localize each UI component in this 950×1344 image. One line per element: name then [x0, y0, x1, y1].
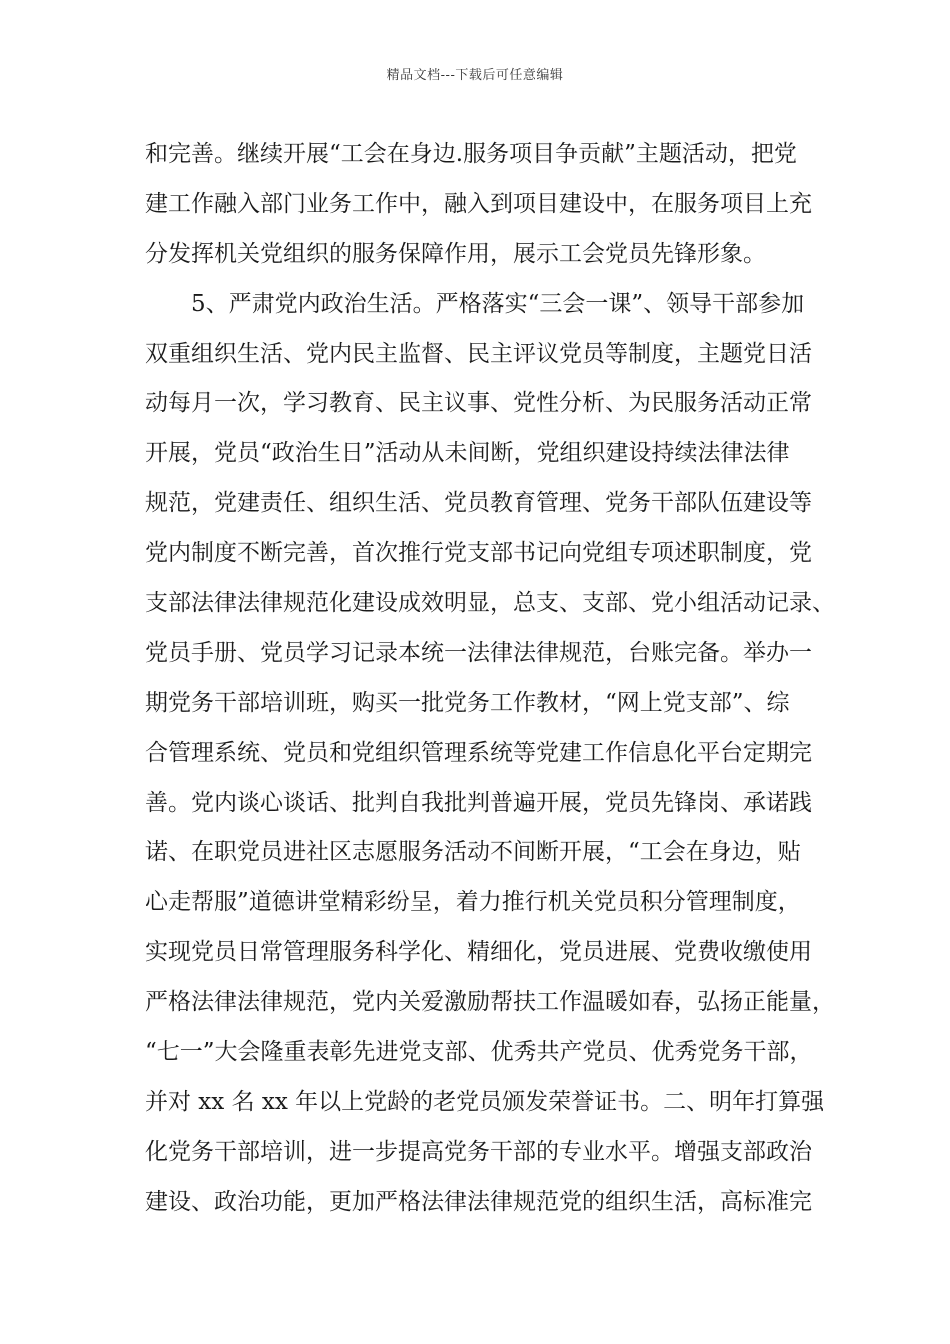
text-line: 诺、在职党员进社区志愿服务活动不间断开展，“工会在身边，贴 — [145, 839, 801, 866]
text-line: 化党务干部培训，进一步提高党务干部的专业水平。增强支部政治 — [145, 1138, 812, 1165]
text-line: 5、严肃党内政治生活。严格落实“三会一课”、领导干部参加 — [145, 290, 805, 317]
text-line: 党员手册、党员学习记录本统一法律法律规范，台账完备。举办一 — [145, 639, 812, 666]
text-line: 善。党内谈心谈话、批判自我批判普遍开展，党员先锋岗、承诺践 — [145, 789, 812, 816]
text-line: 党内制度不断完善，首次推行党支部书记向党组专项述职制度，党 — [145, 540, 812, 567]
text-line: 心走帮服”道德讲堂精彩纷呈，着力推行机关党员积分管理制度， — [145, 889, 801, 916]
text-line: 规范，党建责任、组织生活、党员教育管理、党务干部队伍建设等 — [145, 490, 812, 517]
text-line: 建工作融入部门业务工作中，融入到项目建设中，在服务项目上充 — [145, 190, 812, 217]
text-line: 并对 xx 名 xx 年以上党龄的老党员颁发荣誉证书。二、明年打算强 — [145, 1088, 825, 1115]
text-line: 动每月一次，学习教育、民主议事、党性分析、为民服务活动正常 — [145, 390, 812, 417]
document-body — [145, 130, 835, 1228]
text-line: 支部法律法律规范化建设成效明显，总支、支部、党小组活动记录、 — [145, 590, 835, 617]
text-line: 分发挥机关党组织的服务保障作用，展示工会党员先锋形象。 — [145, 240, 766, 267]
text-line: 实现党员日常管理服务科学化、精细化，党员进展、党费收缴使用 — [145, 939, 812, 966]
page-header: 精品文档---下载后可任意编辑 — [386, 68, 564, 83]
text-line: 合管理系统、党员和党组织管理系统等党建工作信息化平台定期完 — [145, 739, 812, 766]
text-line: 严格法律法律规范，党内关爱激励帮扶工作温暖如春，弘扬正能量， — [145, 989, 835, 1016]
text-line: 建设、政治功能，更加严格法律法律规范党的组织生活，高标准完 — [145, 1188, 812, 1215]
text-line: 开展，党员“政治生日”活动从未间断，党组织建设持续法律法律 — [145, 440, 790, 467]
text-line: 和完善。继续开展“工会在身边.服务项目争贡献”主题活动，把党 — [145, 141, 797, 167]
text-line: 双重组织生活、党内民主监督、民主评议党员等制度，主题党日活 — [145, 340, 812, 367]
text-line: 期党务干部培训班，购买一批党务工作教材，“网上党支部”、综 — [145, 689, 790, 716]
text-line: “七一”大会隆重表彰先进党支部、优秀共产党员、优秀党务干部， — [145, 1039, 813, 1066]
